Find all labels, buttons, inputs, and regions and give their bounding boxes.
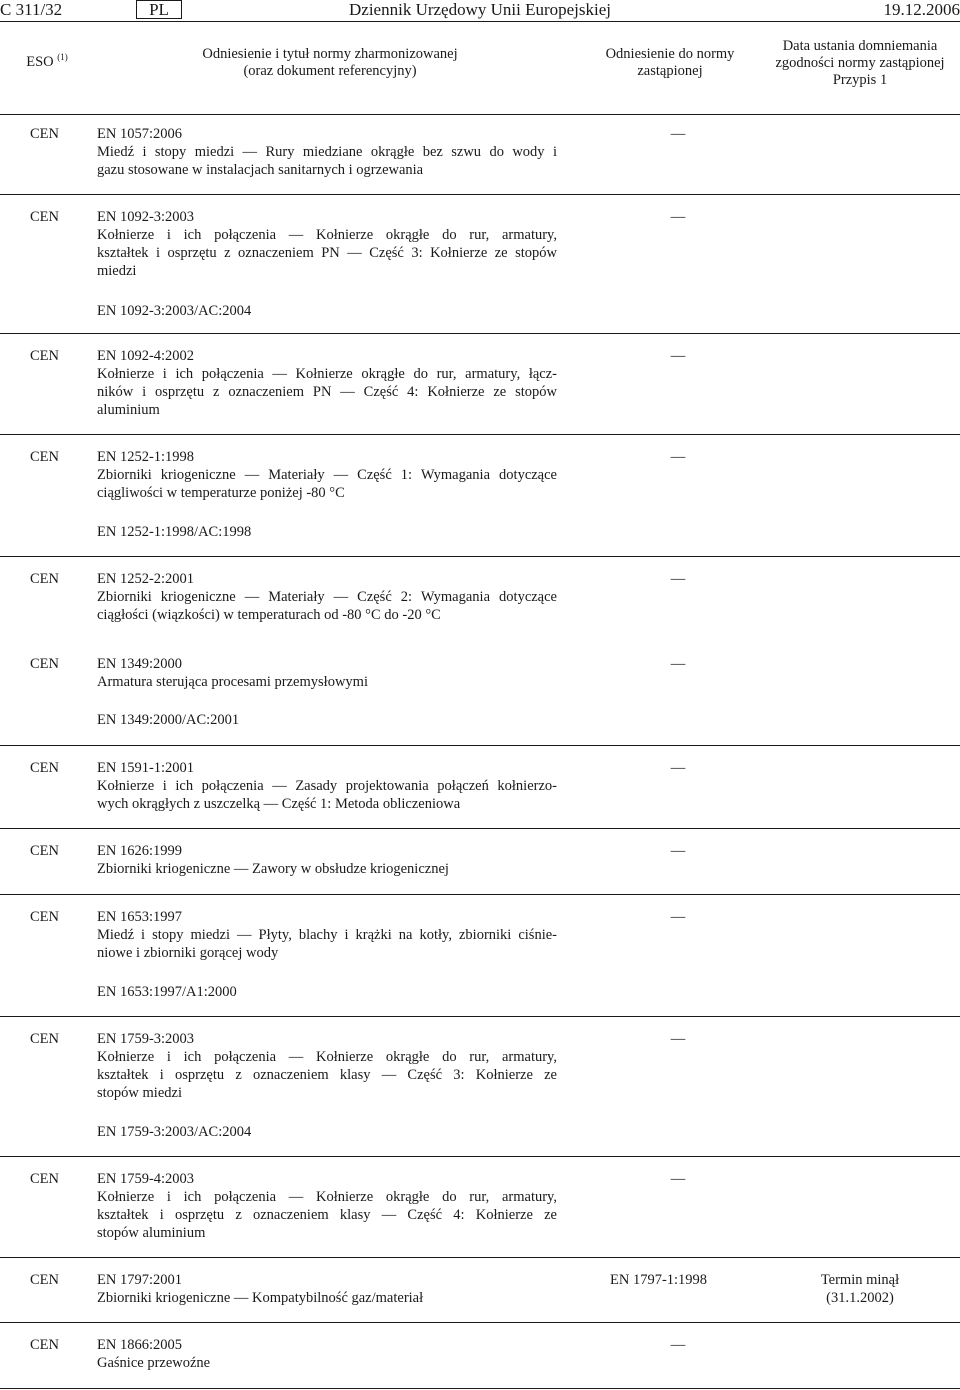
row-eso: CEN: [30, 656, 59, 672]
standard-title: [97, 1188, 557, 1242]
column-header-eso: [22, 54, 72, 71]
amendment-reference: EN 1252-1:1998/AC:1998: [97, 524, 252, 540]
journal-title: Dziennik Urzędowy Unii Europejskiej: [349, 0, 612, 19]
standard-code: EN 1626:1999: [97, 843, 182, 859]
standard-title: [97, 777, 557, 813]
title-line: Zbiorniki kriogeniczne — Zawory w obsłudze kriogenicznej: [97, 861, 449, 877]
superseded-reference: —: [670, 348, 686, 364]
cessation-date: [780, 1271, 940, 1307]
title-line: Kołnierze i ich połączenia — Kołnierze okrągłe do rur, armatury,: [97, 227, 557, 243]
column-header-date-line2: zgodności normy zastąpionej: [775, 55, 945, 71]
amendment-reference: EN 1759-3:2003/AC:2004: [97, 1124, 252, 1140]
row-divider: [0, 556, 960, 557]
title-line: niowe i zbiorniki gorącej wody: [97, 945, 279, 961]
row-divider: [0, 1257, 960, 1258]
standard-code: EN 1057:2006: [97, 126, 182, 142]
standard-code: EN 1653:1997: [97, 909, 182, 925]
standard-title: [97, 365, 557, 419]
title-line: ników i osprzętu z oznaczeniem PN — Część 4: Kołnierze ze stopów: [97, 384, 557, 400]
standard-title: [97, 1354, 557, 1372]
superseded-reference: —: [670, 909, 686, 925]
title-line: miedzi: [97, 263, 137, 279]
title-line: wych okrągłych z uszczelką — Część 1: Metoda obliczeniowa: [97, 796, 461, 812]
standard-code: EN 1252-2:2001: [97, 571, 195, 587]
row-divider: [0, 434, 960, 435]
cessation-date-line: (31.1.2002): [826, 1290, 894, 1306]
header-rule: [0, 21, 960, 22]
standard-title: [97, 466, 557, 502]
column-header-date-line1: Data ustania domniemania: [782, 38, 938, 54]
row-divider: [0, 194, 960, 195]
standard-code: EN 1591-1:2001: [97, 760, 195, 776]
row-eso: CEN: [30, 1337, 59, 1353]
column-header-superseded-line1: Odniesienie do normy: [605, 46, 735, 62]
standard-code: EN 1866:2005: [97, 1337, 182, 1353]
eso-footnote: (1): [57, 52, 68, 63]
superseded-reference: —: [670, 126, 686, 142]
column-header-rule: [0, 114, 960, 115]
title-line: kształtek i osprzętu z oznaczeniem klasy — Część 4: Kołnierze ze: [97, 1207, 557, 1223]
row-eso: CEN: [30, 843, 59, 859]
superseded-reference: —: [670, 571, 686, 587]
cessation-date-line: Termin minął: [820, 1272, 900, 1288]
standard-code: EN 1759-4:2003: [97, 1171, 195, 1187]
column-header-date-line3: Przypis 1: [832, 72, 888, 88]
superseded-reference: EN 1797-1:1998: [610, 1272, 708, 1288]
row-eso: CEN: [30, 760, 59, 776]
row-eso: CEN: [30, 909, 59, 925]
title-line: stopów miedzi: [97, 1085, 182, 1101]
row-eso: CEN: [30, 449, 59, 465]
standard-title: [97, 860, 557, 878]
amendment-reference: EN 1349:2000/AC:2001: [97, 712, 240, 728]
title-line: Armatura sterująca procesami przemysłowymi: [97, 674, 368, 690]
language-badge: PL: [136, 0, 182, 19]
row-eso: CEN: [30, 348, 59, 364]
standard-title: [97, 588, 557, 624]
page-reference: C 311/32: [0, 0, 63, 19]
standard-title: [97, 673, 557, 691]
row-divider: [0, 1016, 960, 1017]
standard-code: EN 1797:2001: [97, 1272, 182, 1288]
row-eso: CEN: [30, 209, 59, 225]
eso-label: ESO: [26, 54, 54, 70]
column-header-standard: [180, 46, 480, 80]
row-eso: CEN: [30, 1031, 59, 1047]
table-column-headers: [0, 38, 960, 114]
title-line: Zbiorniki kriogeniczne — Materiały — Część 1: Wymagania dotyczące: [97, 467, 557, 483]
column-header-standard-line1: Odniesienie i tytuł normy zharmonizowanej: [202, 46, 458, 62]
title-line: stopów aluminium: [97, 1225, 206, 1241]
page-header: [0, 0, 960, 22]
standard-code: EN 1092-4:2002: [97, 348, 195, 364]
row-eso: CEN: [30, 1171, 59, 1187]
column-header-standard-line2: (oraz dokument referencyjny): [243, 63, 417, 79]
superseded-reference: —: [670, 449, 686, 465]
superseded-reference: —: [670, 1031, 686, 1047]
row-eso: CEN: [30, 571, 59, 587]
row-eso: CEN: [30, 126, 59, 142]
column-header-date: [765, 38, 955, 89]
title-line: Kołnierze i ich połączenia — Kołnierze okrągłe do rur, armatury, łącz-: [97, 366, 557, 382]
title-line: Kołnierze i ich połączenia — Kołnierze okrągłe do rur, armatury,: [97, 1049, 557, 1065]
title-line: Gaśnice przewoźne: [97, 1355, 211, 1371]
amendment-reference: EN 1653:1997/A1:2000: [97, 984, 237, 1000]
standard-title: [97, 926, 557, 962]
title-line: ciągliwości w temperaturze poniżej -80 °C: [97, 485, 345, 501]
row-divider: [0, 333, 960, 334]
title-line: kształtek i osprzętu z oznaczeniem PN — Część 3: Kołnierze ze stopów: [97, 245, 557, 261]
standard-code: EN 1092-3:2003: [97, 209, 195, 225]
title-line: Zbiorniki kriogeniczne — Kompatybilność gaz/materiał: [97, 1290, 424, 1306]
amendment-reference: EN 1092-3:2003/AC:2004: [97, 303, 252, 319]
superseded-reference: —: [670, 656, 686, 672]
standard-title: [97, 143, 557, 179]
title-line: kształtek i osprzętu z oznaczeniem klasy — Część 3: Kołnierze ze: [97, 1067, 557, 1083]
title-line: gazu stosowane w instalacjach sanitarnych i ogrzewania: [97, 162, 424, 178]
superseded-reference: —: [670, 1171, 686, 1187]
row-divider: [0, 1322, 960, 1323]
row-divider: [0, 745, 960, 746]
title-line: Kołnierze i ich połączenia — Kołnierze okrągłe do rur, armatury,: [97, 1189, 557, 1205]
row-divider: [0, 894, 960, 895]
standard-title: [97, 226, 557, 280]
row-divider: [0, 1388, 960, 1389]
row-divider: [0, 828, 960, 829]
standard-code: EN 1759-3:2003: [97, 1031, 195, 1047]
issue-date: 19.12.2006: [883, 0, 960, 19]
standard-code: EN 1349:2000: [97, 656, 182, 672]
title-line: Miedź i stopy miedzi — Rury miedziane okrągłe bez szwu do wody i: [97, 144, 557, 160]
superseded-reference: —: [670, 760, 686, 776]
row-eso: CEN: [30, 1272, 59, 1288]
superseded-reference: —: [670, 1337, 686, 1353]
title-line: Miedź i stopy miedzi — Płyty, blachy i krążki na kotły, zbiorniki ciśnie-: [97, 927, 557, 943]
title-line: Zbiorniki kriogeniczne — Materiały — Część 2: Wymagania dotyczące: [97, 589, 557, 605]
title-line: ciągłości (wiązkości) w temperaturach od -80 °C do -20 °C: [97, 607, 441, 623]
title-line: Kołnierze i ich połączenia — Zasady projektowania połączeń kołnierzo-: [97, 778, 557, 794]
row-divider: [0, 1156, 960, 1157]
standard-code: EN 1252-1:1998: [97, 449, 195, 465]
superseded-reference: —: [670, 843, 686, 859]
title-line: aluminium: [97, 402, 160, 418]
column-header-superseded-line2: zastąpionej: [637, 63, 703, 79]
column-header-superseded: [585, 46, 755, 80]
standard-title: [97, 1048, 557, 1102]
superseded-reference: —: [670, 209, 686, 225]
standard-title: [97, 1289, 557, 1307]
